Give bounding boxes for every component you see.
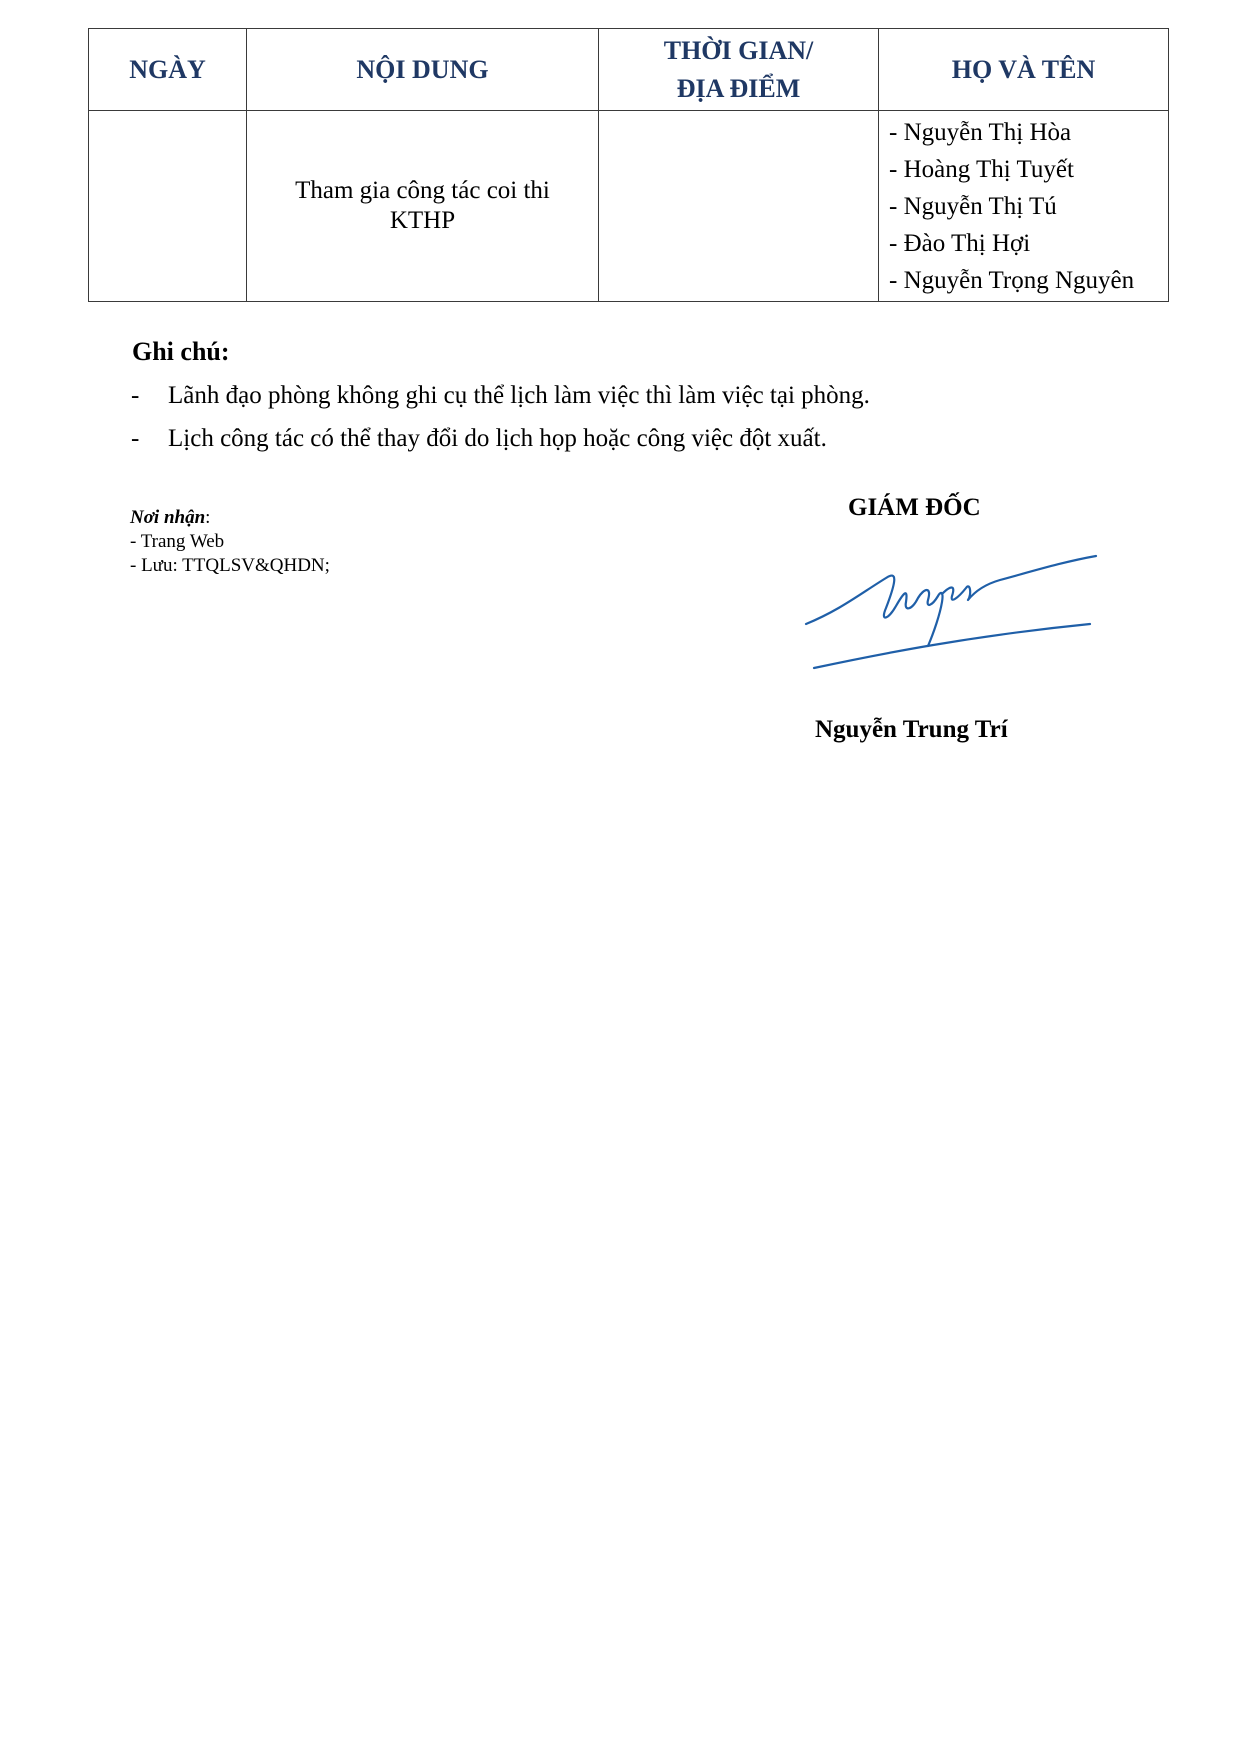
- note-text: Lãnh đạo phòng không ghi cụ thể lịch làm việc thì làm việc tại phòng.: [168, 382, 870, 409]
- signer-name: Nguyễn Trung Trí: [815, 716, 1008, 743]
- note-item: [131, 378, 1132, 414]
- table-row: [89, 111, 1169, 302]
- cell-content: [247, 111, 599, 302]
- signer-role: GIÁM ĐỐC: [848, 494, 981, 521]
- recipient-item: - Trang Web: [130, 531, 225, 552]
- notes-title: Ghi chú:: [132, 337, 230, 366]
- recipients-heading: [130, 506, 530, 530]
- header-time-place-line2: ĐỊA ĐIỂM: [676, 73, 801, 103]
- cell-names: [879, 111, 1169, 302]
- cell-content-line1: Tham gia công tác coi thi: [295, 177, 550, 204]
- list-item: - Nguyễn Thị Tú: [889, 192, 1057, 220]
- recipients-section: [130, 506, 530, 578]
- recipient-item: - Lưu: TTQLSV&QHDN;: [130, 555, 330, 576]
- header-names: HỌ VÀ TÊN: [879, 29, 1169, 111]
- handwritten-signature: [800, 550, 1100, 680]
- header-date: NGÀY: [89, 29, 247, 111]
- names-list: [889, 114, 1168, 299]
- cell-content-line2: KTHP: [389, 207, 456, 234]
- notes-section: [132, 334, 1132, 464]
- note-text: Lịch công tác có thể thay đổi do lịch họp hoặc công việc đột xuất.: [168, 425, 827, 452]
- cell-date: [89, 111, 247, 302]
- list-item: - Nguyễn Thị Hòa: [889, 118, 1072, 146]
- recipients-colon: :: [205, 507, 211, 528]
- cell-time-place: [599, 111, 879, 302]
- header-content: NỘI DUNG: [247, 29, 599, 111]
- note-dash: -: [131, 425, 140, 452]
- table-header-row: [89, 29, 1169, 111]
- list-item: - Nguyễn Trọng Nguyên: [889, 266, 1135, 294]
- recipients-title: Nơi nhận: [130, 507, 206, 528]
- note-dash: -: [131, 382, 140, 409]
- list-item: - Đào Thị Hợi: [889, 229, 1031, 257]
- schedule-table: [88, 28, 1169, 302]
- header-time-place-line1: THỜI GIAN/: [663, 35, 814, 65]
- note-item: [131, 421, 1132, 457]
- header-time-place: [599, 29, 879, 111]
- list-item: - Hoàng Thị Tuyết: [889, 155, 1074, 183]
